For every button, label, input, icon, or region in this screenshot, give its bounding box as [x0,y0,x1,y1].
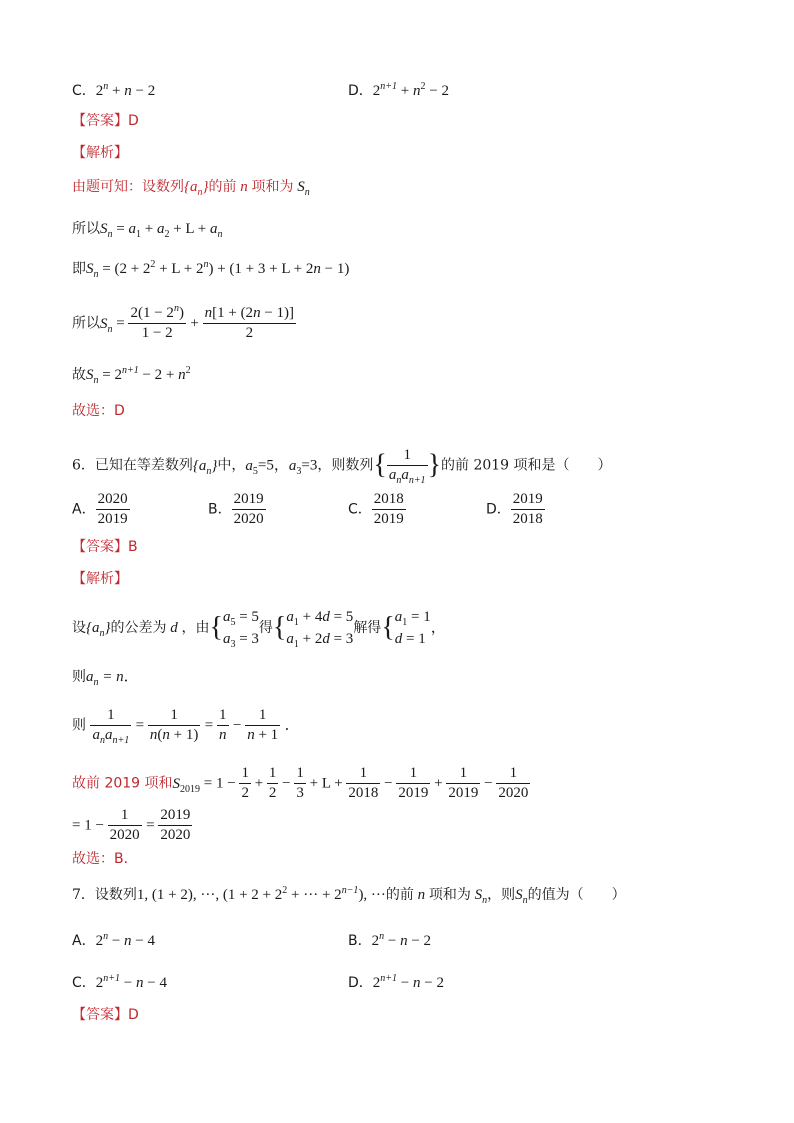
q6-split-fraction: 则 $\frac{1}{a_na_{n+1}}$ = $\frac{1}{n(n + 1)}$ = $\frac{1}{n}$ − $\frac{1}{n + 1}$ ． [72,707,300,746]
q6-option-b: B． $\frac{2019}{2020}$ [208,491,264,527]
q6-result: = 1 − $\frac{1}{2020}$ = $\frac{2019}{2020}$ [72,807,191,843]
q6-answer-line: 【答案】B [72,539,138,555]
question-6-stem: 6．已知在等差数列$\{a_n\}$中，$a_5=5$，$a_3=3$，则数列{ $\frac{1}{a_na_{n+1}}$ }的前 2019 项和是（ ） [72,447,612,486]
q7-option-a: A．$2^n - n - 4$ [72,931,156,949]
q7-option-c: C．$2^{n+1} - n - 4$ [72,973,167,991]
q6-option-d: D． $\frac{2019}{2018}$ [486,491,543,527]
answer-line: 【答案】D [72,113,139,129]
q6-an: 则$a_n = n$． [72,669,139,688]
q7-option-d: D．$2^{n+1} - n - 2$ [348,973,444,991]
formula-closed: 所以$S_n$ = $\frac{2(1 - 2^n)}{1 - 2}$ + $\frac{n[1 + (2n - 1)]}{2}$ [72,303,295,341]
option-d: D．$2^{n+1} + n^2 - 2$ [348,81,449,99]
q6-system: 设$\{a_n\}$的公差为 d ，由{$a_5 = 5$ $a_3 = 3$得{$a_1 + 4d = 5$ $a_1 + 2d = 3$解得{$a_1 = 1$ d = 1， [72,609,446,650]
pick-line: 故选：D [72,403,125,419]
q7-answer-line: 【答案】D [72,1007,139,1023]
formula-result: 故$S_n = 2^{n+1} - 2 + n^2$ [72,365,191,386]
formula-split: 即$S_n = (2 + 2^2 + L + 2^n) + (1 + 3 + L + 2n - 1)$ [72,259,350,280]
q6-analysis-tag: 【解析】 [72,571,128,587]
analysis-intro: 由题可知：设数列$\{a_n\}$的前 n 项和为 $S_n$ [72,179,310,198]
q6-option-a: A． $\frac{2020}{2019}$ [72,491,128,527]
question-7-stem: 7．设数列1, (1 + 2), ···, ($1 + 2 + 2^2$ + ··· + $2^{n-1}$), ···的前 n 项和为 $S_n$，则$S_n$的值为（ ） [72,885,626,906]
q6-pick-line: 故选：B． [72,851,138,867]
q7-option-b: B．$2^n - n - 2$ [348,931,432,949]
formula-sum-def: 所以$S_n = a_1 + a_2 + L + a_n$ [72,221,223,240]
q6-telescoping: 故前 2019 项和$S_{2019} = 1$ − $\frac{1}{2}$ + $\frac{1}{2}$ − $\frac{1}{3}$ + L + $\frac{1}{2018}$ − $\frac{1}{2019}$ + $\frac{1}{2019}$ − $\frac{1}{2020}$ [72,765,529,801]
q6-option-c: C． $\frac{2018}{2019}$ [348,491,404,527]
option-c: C．$2^n + n - 2$ [72,81,156,99]
analysis-tag: 【解析】 [72,145,128,161]
